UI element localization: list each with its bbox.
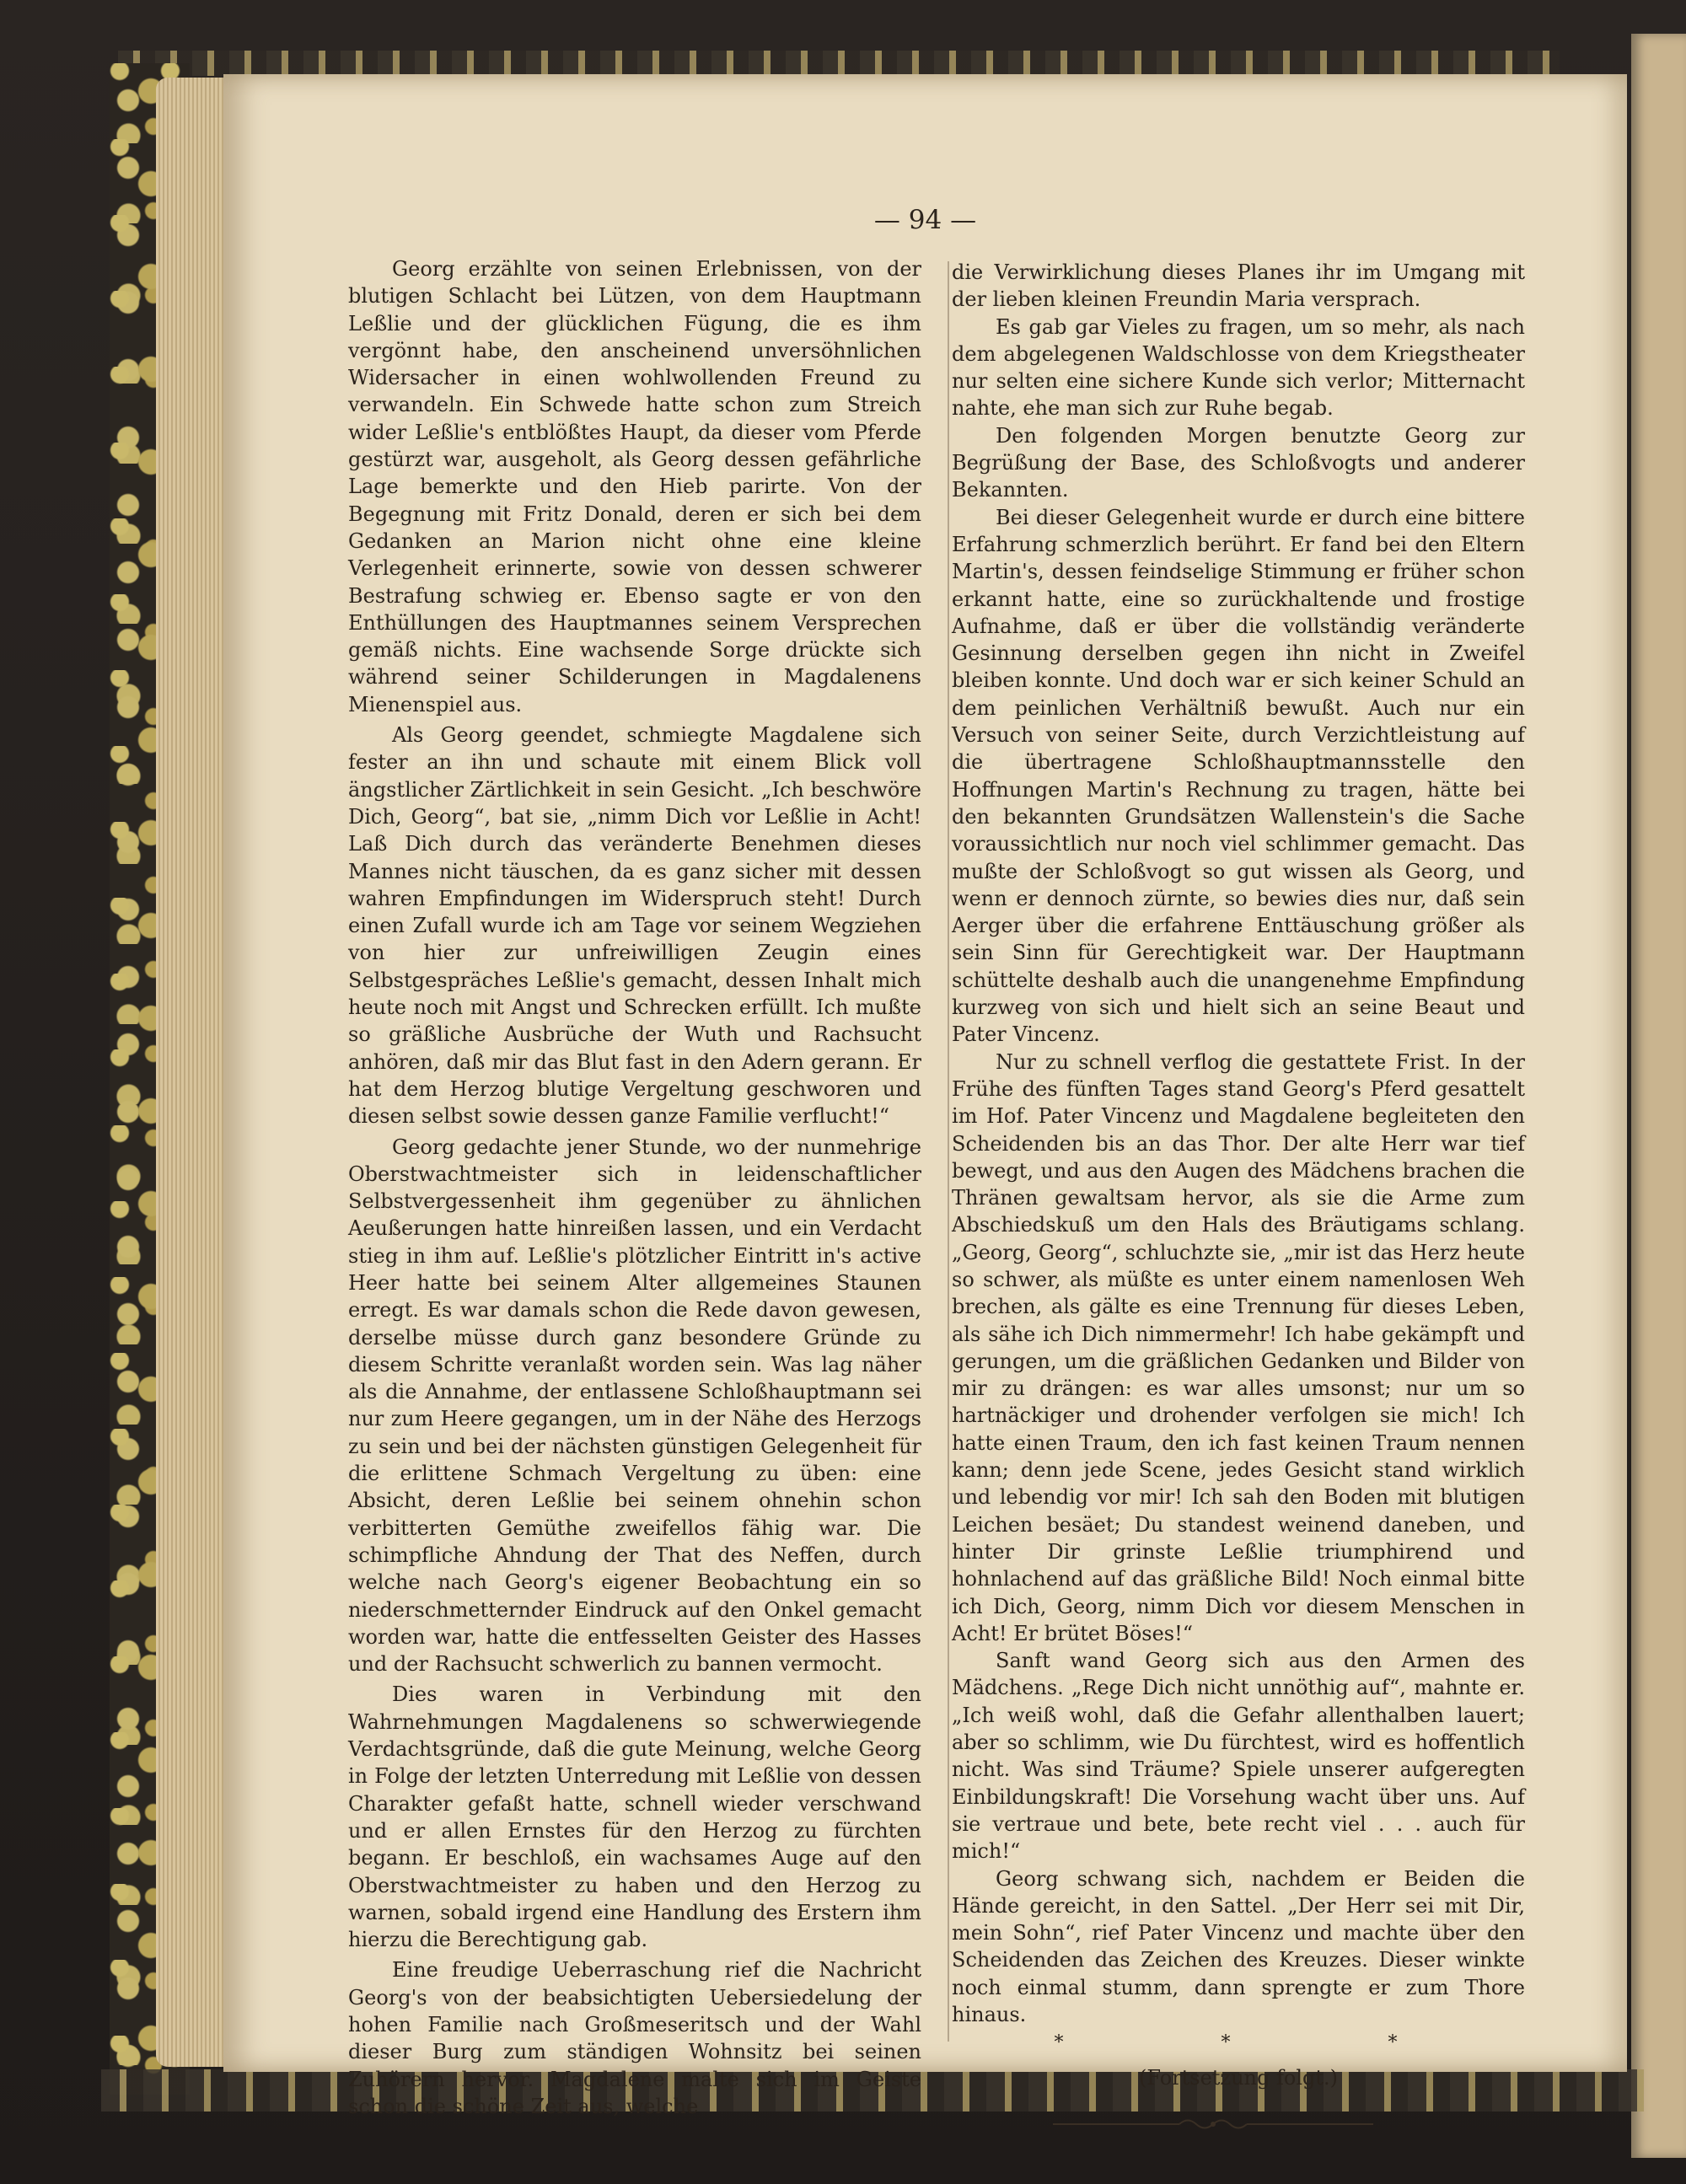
book-page bbox=[223, 74, 1627, 2118]
continuation-note: (Fortsetzung folgt.) bbox=[1139, 2065, 1338, 2090]
paragraph: Als Georg geendet, schmiegte Magdalene sich fester an ihn und schaute mit einem Blick voll ängstlicher Zärtlichkeit in sein Gesicht. „Ich beschwöre Dich, Georg“, bat sie, „nimm Dich vor Leßlie in Acht! Laß Dich durch das veränderte Benehmen dieses Mannes nicht täuschen, da es ganz sicher mit dessen wahren Empfindungen im Widerspruch steht! Durch einen Zufall wurde ich am Tage vor seinem Wegziehen von hier zur unfreiwilligen Zeugin eines Selbstgespräches Leßlie's gemacht, dessen Inhalt mich heute noch mit Angst und Schrecken erfüllt. Ich mußte so gräßliche Ausbrüche der Wuth und Rachsucht anhören, daß mir das Blut fast in den Adern gerann. Er hat dem Herzog blutige Vergeltung geschworen und diesen selbst sowie dessen ganze Familie verflucht!“ bbox=[348, 723, 921, 1129]
paragraph: Georg erzählte von seinen Erlebnissen, von der blutigen Schlacht bei Lützen, von dem Hauptmann Leßlie und der glücklichen Fügung, die es ihm vergönnt habe, den anscheinend unversöhnlichen Widersacher in einen wohlwollenden Freund zu verwandeln. Ein Schwede hatte schon zum Streich wider Leßlie's entblößtes Haupt, da dieser vom Pferde gestürzt war, ausgeholt, als Georg dessen gefährliche Lage bemerkte und den Hieb parirte. Von der Begegnung mit Fritz Donald, deren er sich bei dem Gedanken an Marion nicht ohne eine kleine Verlegenheit erinnerte, sowie von dessen schwerer Bestrafung schwieg er. Ebenso sagte er von den Enthüllungen des Hauptmannes seinem Versprechen gemäß nichts. Eine wachsende Sorge drückte sich während seiner Schilderungen in Magdalenens Mienenspiel aus. bbox=[348, 257, 921, 716]
paragraph: Eine freudige Ueberraschung rief die Nachricht Georg's von der beabsichtigten Uebersiedelung der hohen Familie nach Großmeseritsch und der Wahl dieser Burg zum ständigen Wohnsitz bei seinen Zuhörern hervor. Magdalene malte sich im Geiste schon die schöne Zeit aus, welche bbox=[348, 1958, 921, 2118]
ornament-divider bbox=[1053, 2113, 1373, 2132]
left-column bbox=[348, 255, 921, 2120]
section-stars: * * * bbox=[1054, 2032, 1474, 2054]
paragraph: Dies waren in Verbindung mit den Wahrnehmungen Magdalenens so schwerwiegende Verdachtsgründe, daß die gute Meinung, welche Georg in Folge der letzten Unterredung mit Leßlie von dessen Charakter gefaßt hatte, schnell wieder verschwand und er allen Ernstes für den Herzog zu fürchten begann. Er beschloß, ein wachsames Auge auf den Oberstwachtmeister zu haben und den Herzog zu warnen, sobald irgend eine Handlung des Erstern ihm hierzu die Berechtigung gab. bbox=[348, 1682, 921, 1952]
paragraph: Den folgenden Morgen benutzte Georg zur Begrüßung der Base, des Schloßvogts und anderer Bekannten. bbox=[952, 423, 1525, 502]
paragraph: Es gab gar Vieles zu fragen, um so mehr, als nach dem abgelegenen Waldschlosse von dem Kriegstheater nur selten eine sichere Kunde sich verlor; Mitternacht nahte, ehe man sich zur Ruhe begab. bbox=[952, 314, 1525, 421]
paragraph: Georg schwang sich, nachdem er Beiden die Hände gereicht, in den Sattel. „Der Herr sei mit Dir, mein Sohn“, rief Pater Vincenz und machte über den Scheidenden das Zeichen des Kreuzes. Dieser winkte noch einmal stumm, dann sprengte er zum Thore hinaus. bbox=[952, 1866, 1525, 2026]
paragraph: Sanft wand Georg sich aus den Armen des Mädchens. „Rege Dich nicht unnöthig auf“, mahnte er. „Ich weiß wohl, daß die Gefahr allenthalben lauert; aber so schlimm, wie Du fürchtest, wird es hoffentlich nicht. Was sind Träume? Spiele unserer aufgeregten Einbildungskraft! Die Vorsehung wacht über uns. Auf sie vertraue und bete, bete recht viel . . . auch für mich!“ bbox=[952, 1649, 1525, 1864]
book-cover-top-edge bbox=[118, 51, 1560, 76]
paragraph: die Verwirklichung dieses Planes ihr im Umgang mit der lieben kleinen Freundin Maria versprach. bbox=[952, 260, 1525, 312]
right-column bbox=[952, 259, 1525, 2132]
page-number: — 94 — bbox=[873, 205, 977, 235]
column-rule bbox=[948, 261, 949, 2042]
book-cover-right-edge bbox=[1631, 34, 1686, 2158]
paragraph: Bei dieser Gelegenheit wurde er durch eine bittere Erfahrung schmerzlich berührt. Er fand bei den Eltern Martin's, dessen feindselige Stimmung er früher schon erkannt hatte, eine so zurückhaltende und frostige Aufnahme, daß er über die vollständig veränderte Gesinnung derselben gegen ihn nicht in Zweifel bleiben konnte. Und doch war er sich keiner Schuld an dem peinlichen Verhältniß bewußt. Auch nur ein Versuch von seiner Seite, durch Verzichtleistung auf die übertragene Schloßhauptmannsstelle den Hoffnungen Martin's Rechnung zu tragen, hätte bei den bekannten Grundsätzen Wallenstein's die Sache voraussichtlich nur noch viel schlimmer gemacht. Das mußte der Schloßvogt so gut wissen als Georg, und wenn er dennoch zürnte, so bewies dies nur, daß sein Aerger über die erfahrene Enttäuschung größer als sein Sinn für Gerechtigkeit war. Der Hauptmann schüttelte deshalb auch die unangenehme Empfindung kurzweg von sich und hielt sich an seine Beaut und Pater Vincenz. bbox=[952, 505, 1525, 1047]
paragraph: Nur zu schnell verflog die gestattete Frist. In der Frühe des fünften Tages stand Georg's Pferd gesattelt im Hof. Pater Vincenz und Magdalene begleiteten den Scheidenden bis an das Thor. Der alte Herr war tief bewegt, und aus den Augen des Mädchens brachen die Thränen gewaltsam hervor, als sie die Arme zum Abschiedskuß um den Hals des Bräutigams schlang. „Georg, Georg“, schluchzte sie, „mir ist das Herz heute so schwer, als müßte es unter einem namenlosen Weh brechen, als gälte es eine Trennung für dieses Leben, als sähe ich Dich nimmermehr! Ich habe gekämpft und gerungen, um die gräßlichen Gedanken und Bilder von mir zu drängen: es war alles umsonst; nur um so hartnäckiger und drohender verfolgen sie mich! Ich hatte einen Traum, den ich fast keinen Traum nennen kann; denn jede Scene, jedes Gesicht stand wirklich und lebendig vor mir! Ich sah den Boden mit blutigen Leichen besäet; Du standest weinend daneben, und hinter Dir grinste Leßlie triumphirend und hohnlachend auf das gräßliche Bild! Noch einmal bitte ich Dich, Georg, nimm Dich vor diesem Menschen in Acht! Er brütet Böses!“ bbox=[952, 1049, 1525, 1645]
ornament-icon bbox=[1053, 2115, 1373, 2133]
paragraph: Georg gedachte jener Stunde, wo der nunmehrige Oberstwachtmeister sich in leidenschaftlicher Selbstvergessenheit ihm gegenüber zu ähnlichen Aeußerungen hatte hinreißen lassen, und ein Verdacht stieg in ihm auf. Leßlie's plötzlicher Eintritt in's active Heer hatte bei seinem Alter allgemeines Staunen erregt. Es war damals schon die Rede davon gewesen, derselbe müsse durch ganz besondere Gründe zu diesem Schritte veranlaßt worden sein. Was lag näher als die Annahme, der entlassene Schloßhauptmann sei nur zum Heere gegangen, um in der Nähe des Herzogs zu sein und bei der nächsten günstigen Gelegenheit für die erlittene Schmach Vergeltung zu üben: eine Absicht, deren Leßlie bei seinem ohnehin schon verbitterten Gemüthe zweifellos fähig war. Die schimpfliche Ahndung der That des Neffen, durch welche nach Georg's eigener Beobachtung ein so niederschmetternder Eindruck auf den Onkel gemacht worden war, hatte die entfesselten Geister des Hasses und der Rachsucht schwerlich zu bannen vermocht. bbox=[348, 1135, 921, 1677]
